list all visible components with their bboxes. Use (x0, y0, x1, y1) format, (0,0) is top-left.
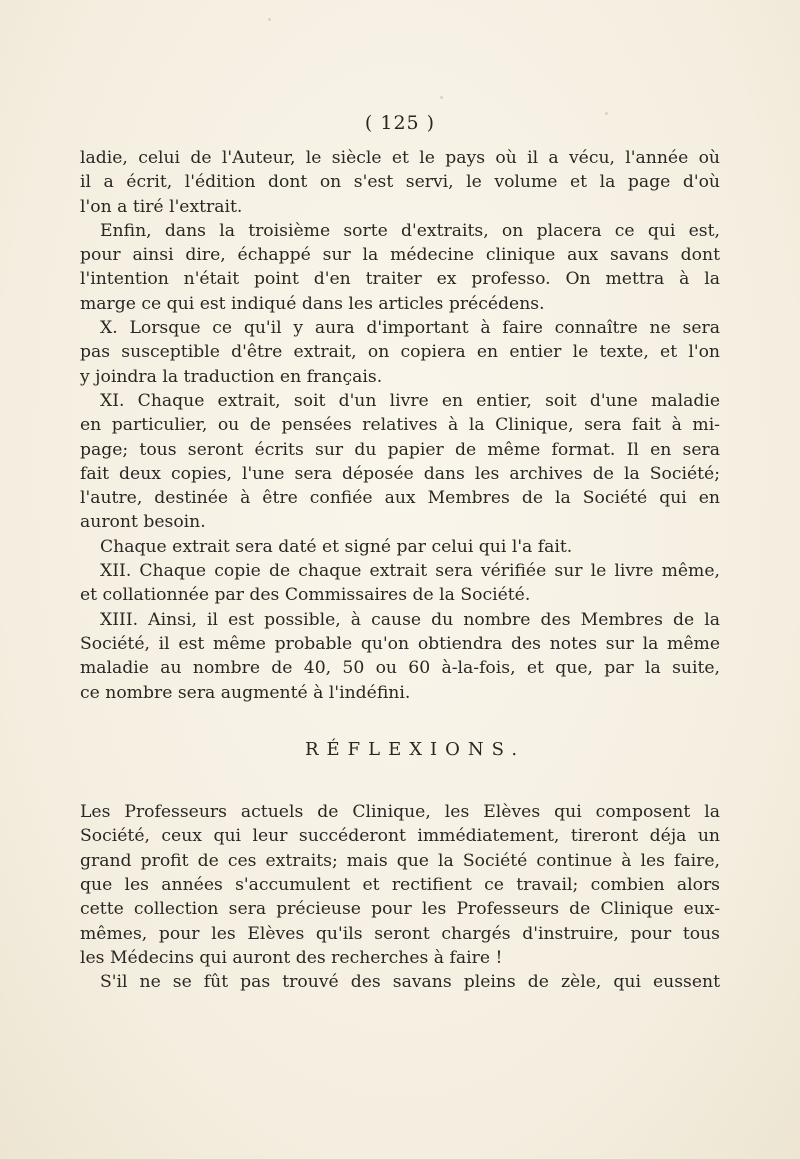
text-line: mêmes, pour les Elèves qu'ils seront chargés d'instruire, pour tous (80, 923, 720, 944)
text-line: pas susceptible d'être extrait, on copiera en entier le texte, et l'on (80, 342, 720, 363)
text-line: auront besoin. (80, 512, 206, 533)
text-line: pour ainsi dire, échappé sur la médecine clinique aux savans dont (80, 245, 720, 266)
text-line: ce nombre sera augmenté à l'indéfini. (80, 682, 411, 703)
text-line: les Médecins qui auront des recherches à faire ! (80, 947, 503, 968)
text-line: XII. Chaque copie de chaque extrait sera vérifiée sur le livre même, (100, 561, 720, 582)
text-line: XIII. Ainsi, il est possible, à cause du nombre des Membres de la (100, 609, 720, 630)
text-line: et collationnée par des Commissaires de la Société. (80, 585, 531, 606)
page-number: ( 125 ) (364, 112, 436, 134)
text-line: grand profit de ces extraits; mais que la Société continue à les faire, (80, 850, 720, 871)
text-line: Les Professeurs actuels de Clinique, les Elèves qui composent la (80, 802, 720, 823)
text-line: XI. Chaque extrait, soit d'un livre en entier, soit d'une maladie (100, 390, 720, 411)
text-line: Société, il est même probable qu'on obtiendra des notes sur la même (80, 633, 720, 654)
text-line: S'il ne se fût pas trouvé des savans pleins de zèle, qui eussent (100, 972, 720, 993)
text-line: ladie, celui de l'Auteur, le siècle et le pays où il a vécu, l'année où (80, 148, 720, 168)
text-line: Chaque extrait sera daté et signé par celui qui l'a fait. (100, 536, 573, 557)
text-line: il a écrit, l'édition dont on s'est servi, le volume et la page d'où (80, 172, 720, 193)
section-reflexions (80, 800, 720, 994)
section-articles (80, 146, 720, 705)
text-line: maladie au nombre de 40, 50 ou 60 à-la-fois, et que, par la suite, (80, 658, 720, 679)
text-line: fait deux copies, l'une sera déposée dans les archives de la Société; (80, 463, 720, 484)
text-line: en particulier, ou de pensées relatives à la Clinique, sera fait à mi- (80, 415, 720, 436)
paper-spot (268, 18, 271, 21)
text-line: l'intention n'était point d'en traiter ex professo. On mettra à la (80, 269, 720, 290)
text-line: marge ce qui est indiqué dans les articles précédens. (80, 293, 545, 314)
text-line: Enfin, dans la troisième sorte d'extraits, on placera ce qui est, (100, 220, 720, 241)
paper-spot (440, 96, 443, 99)
text-line: cette collection sera précieuse pour les Professeurs de Clinique eux- (80, 899, 720, 920)
text-line: y joindra la traduction en français. (80, 366, 383, 387)
text-line: l'autre, destinée à être confiée aux Membres de la Société qui en (80, 488, 720, 509)
text-line: l'on a tiré l'extrait. (80, 196, 243, 217)
body-text (80, 146, 720, 995)
text-line: Société, ceux qui leur succéderont immédiatement, tireront déja un (80, 826, 720, 847)
text-line: X. Lorsque ce qu'il y aura d'important à faire connaître ne sera (100, 318, 720, 339)
text-line: que les années s'accumulent et rectifient ce travail; combien alors (80, 875, 720, 896)
text-line: page; tous seront écrits sur du papier de même format. Il en sera (80, 439, 720, 460)
section-heading: RÉFLEXIONS. (304, 738, 526, 760)
